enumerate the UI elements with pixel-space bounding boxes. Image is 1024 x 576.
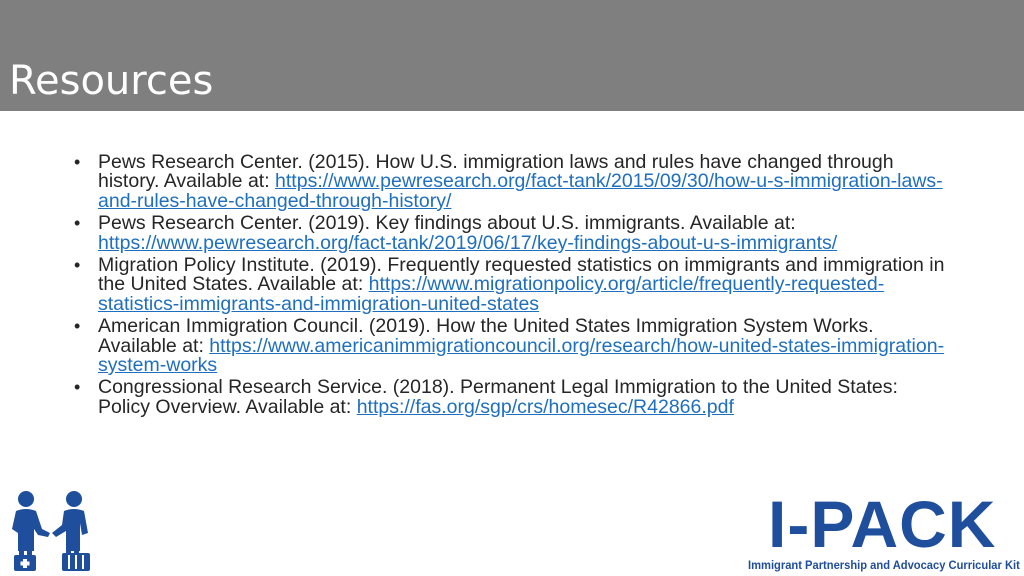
reference-link[interactable]: https://www.americanimmigrationcouncil.org/research/how-united-states-immigration-system-works bbox=[98, 334, 945, 377]
title-bar bbox=[0, 0, 1024, 111]
slide-title: Resources bbox=[9, 57, 214, 104]
ipack-logo-wordmark: I-PACK bbox=[768, 487, 997, 561]
reference-text: Congressional Research Service. (2018). Permanent Legal Immigration to the United States: Policy Overview. Available at: bbox=[98, 376, 898, 418]
reference-link[interactable]: https://fas.org/sgp/crs/homesec/R42866.pdf bbox=[356, 395, 734, 418]
bullet-icon: • bbox=[74, 255, 81, 276]
bullet-icon: • bbox=[74, 152, 81, 172]
bullet-icon: • bbox=[74, 377, 81, 398]
reference-item bbox=[72, 214, 952, 253]
reference-text: Pews Research Center. (2019). Key findings about U.S. immigrants. Available at: bbox=[98, 212, 796, 235]
bullet-icon: • bbox=[74, 316, 81, 337]
reference-text: American Immigration Council. (2019). How the United States Immigration System Works. Available at: bbox=[98, 315, 874, 357]
reference-link[interactable]: https://www.migrationpolicy.org/article/frequently-requested-statistics-immigrants-and-immigration-united-states bbox=[98, 273, 885, 315]
reference-item bbox=[72, 378, 952, 417]
reference-item bbox=[72, 153, 952, 211]
people-handshake-icon bbox=[8, 489, 92, 573]
reference-text: Migration Policy Institute. (2019). Frequently requested statistics on immigrants and immigration in the United States. Available at: bbox=[98, 254, 945, 296]
ipack-logo bbox=[740, 487, 1020, 574]
reference-link[interactable]: https://www.pewresearch.org/fact-tank/2019/06/17/key-findings-about-u-s-immigrants/ bbox=[98, 231, 838, 254]
reference-item bbox=[72, 317, 952, 375]
reference-list bbox=[72, 153, 952, 420]
ipack-logo-tagline: Immigrant Partnership and Advocacy Curricular Kit bbox=[748, 558, 1020, 572]
reference-link[interactable]: https://www.pewresearch.org/fact-tank/2015/09/30/how-u-s-immigration-laws-and-rules-have-changed-through-history/ bbox=[98, 170, 943, 212]
bullet-icon: • bbox=[74, 213, 81, 234]
reference-item bbox=[72, 256, 952, 314]
reference-text: Pews Research Center. (2015). How U.S. immigration laws and rules have changed through history. Available at: bbox=[98, 151, 894, 193]
